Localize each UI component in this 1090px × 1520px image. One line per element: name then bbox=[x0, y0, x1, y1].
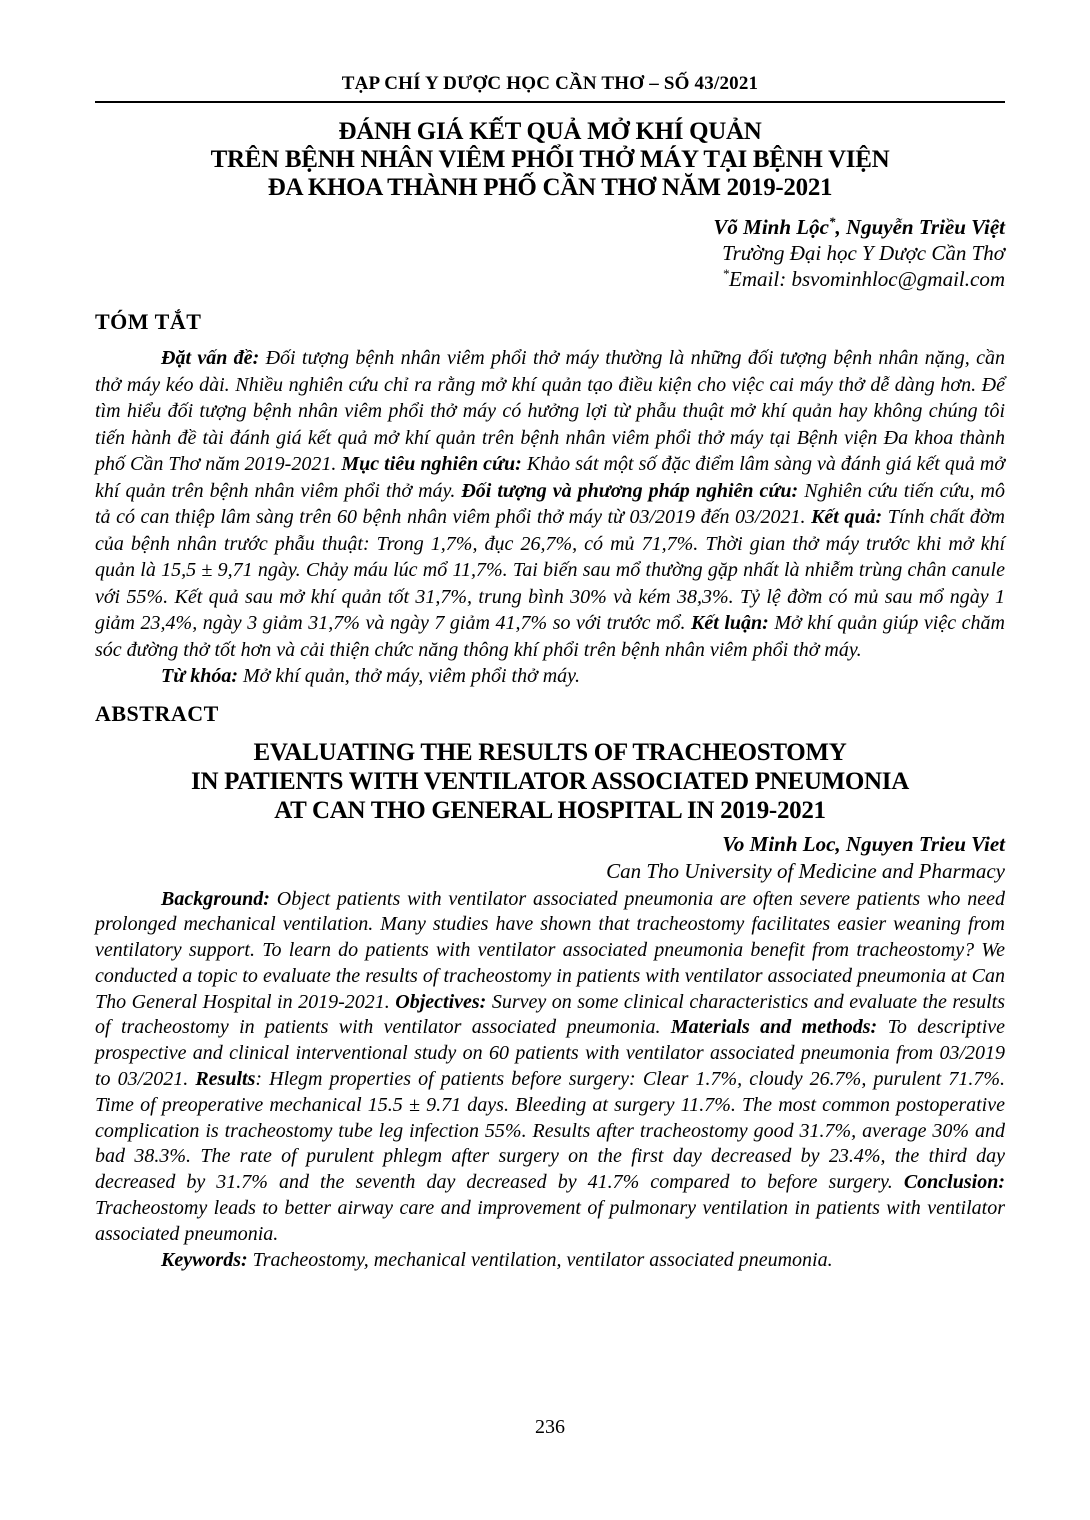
title-en-line-1: EVALUATING THE RESULTS OF TRACHEOSTOMY bbox=[253, 738, 847, 766]
article-title-en bbox=[95, 738, 1005, 825]
affiliation-en: Can Tho University of Medicine and Pharmacy bbox=[606, 858, 1005, 883]
abstract-heading-en: ABSTRACT bbox=[95, 700, 219, 726]
title-vi-line-2: TRÊN BỆNH NHÂN VIÊM PHỔI THỞ MÁY TẠI BỆNH VIỆN bbox=[210, 146, 890, 173]
page-number: 236 bbox=[535, 1416, 565, 1438]
email-vi: *Email: bsvominhloc@gmail.com bbox=[722, 266, 1005, 291]
byline-en bbox=[95, 831, 1005, 885]
keywords-vi: Từ khóa: Mở khí quản, thở máy, viêm phổi thở máy. bbox=[161, 665, 580, 687]
article-title-vi bbox=[95, 118, 1005, 202]
byline-vi bbox=[95, 214, 1005, 292]
title-en-line-2: IN PATIENTS WITH VENTILATOR ASSOCIATED PNEUMONIA bbox=[191, 767, 909, 795]
abstract-heading-vi: TÓM TẮT bbox=[95, 309, 202, 334]
abstract-text-en: Background: Object patients with ventilator associated pneumonia are often severe patients who need prolonged mechanical ventilation. Many studies have shown that tracheostomy facilitates easier weaning from ventilatory support. To learn do patients with ventilator associated pneumonia benefit from tracheostomy? We conducted a topic to evaluate the results of tracheostomy in patients with ventilator associated pneumonia at Can Tho General Hospital in 2019-2021. Objectives: Survey on some clinical characteristics and evaluate the results of tracheostomy in patients with ventilator associated pneumonia. Materials and methods: To descriptive prospective and clinical interventional study on 60 patients with ventilator associated pneumonia from 03/2019 to 03/2021. Results: Hlegm properties of patients before surgery: Clear 1.7%, cloudy 26.7%, purulent 71.7%. Time of preoperative mechanical 15.5 ± 9.71 days. Bleeding at surgery 11.7%. The most common postoperative complication is tracheostomy tube leg infection 55%. Results after tracheostomy good 31.7%, average 30% and bad 38.3%. The rate of purulent phlegm after surgery on the first day decreased by 23.4%, the third day decreased by 31.7% and the seventh day decreased by 41.7% compared to before surgery. Conclusion: Tracheostomy leads to better airway care and improvement of pulmonary ventilation in patients with ventilator associated pneumonia. bbox=[95, 887, 1006, 1245]
authors-en: Vo Minh Loc, Nguyen Trieu Viet bbox=[722, 831, 1005, 856]
title-vi-line-3: ĐA KHOA THÀNH PHỐ CẦN THƠ NĂM 2019-2021 bbox=[267, 174, 833, 201]
affiliation-vi: Trường Đại học Y Dược Cần Thơ bbox=[722, 241, 1005, 265]
title-vi-line-1: ĐÁNH GIÁ KẾT QUẢ MỞ KHÍ QUẢN bbox=[338, 118, 762, 145]
journal-header: TẠP CHÍ Y DƯỢC HỌC CẦN THƠ – SỐ 43/2021 bbox=[95, 72, 1005, 103]
keywords-en: Keywords: Tracheostomy, mechanical ventilation, ventilator associated pneumonia. bbox=[161, 1248, 833, 1271]
authors-vi: Võ Minh Lộc*, Nguyễn Triều Việt bbox=[713, 214, 1005, 239]
title-en-line-3: AT CAN THO GENERAL HOSPITAL IN 2019-2021 bbox=[274, 796, 826, 824]
abstract-text-vi: Đặt vấn đề: Đối tượng bệnh nhân viêm phổi thở máy thường là những đối tượng bệnh nhân nặng, cần thở máy kéo dài. Nhiều nghiên cứu chỉ ra rằng mở khí quản tạo điều kiện cho việc cai máy thở dễ dàng hơn. Để tìm hiểu đối tượng bệnh nhân viêm phổi thở máy có hưởng lợi từ phẫu thuật mở khí quản hay không chúng tôi tiến hành đề tài đánh giá kết quả mở khí quản trên bệnh nhân viêm phổi thở máy tại Bệnh viện Đa khoa thành phố Cần Thơ năm 2019-2021. Mục tiêu nghiên cứu: Khảo sát một số đặc điểm lâm sàng và đánh giá kết quả mở khí quản trên bệnh nhân viêm phổi thở máy. Đối tượng và phương pháp nghiên cứu: Nghiên cứu tiến cứu, mô tả có can thiệp lâm sàng trên 60 bệnh nhân viêm phổi thở máy từ 03/2019 đến 03/2021. Kết quả: Tính chất đờm của bệnh nhân trước phẫu thuật: Trong 1,7%, đục 26,7%, có mủ 71,7%. Thời gian thở máy trước khi mở khí quản là 15,5 ± 9,71 ngày. Chảy máu lúc mổ 11,7%. Tai biến sau mổ thường gặp nhất là nhiễm trùng chân canule với 55%. Kết quả sau mở khí quản tốt 31,7%, trung bình 30% và kém 38,3%. Tỷ lệ đờm có mủ sau mổ ngày 1 giảm 23,4%, ngày 3 giảm 31,7% và ngày 7 giảm 41,7% so với trước mổ. Kết luận: Mở khí quản giúp việc chăm sóc đường thở tốt hơn và cải thiện chức năng thông khí phổi trên bệnh nhân viêm phổi thở máy. bbox=[95, 347, 1006, 661]
